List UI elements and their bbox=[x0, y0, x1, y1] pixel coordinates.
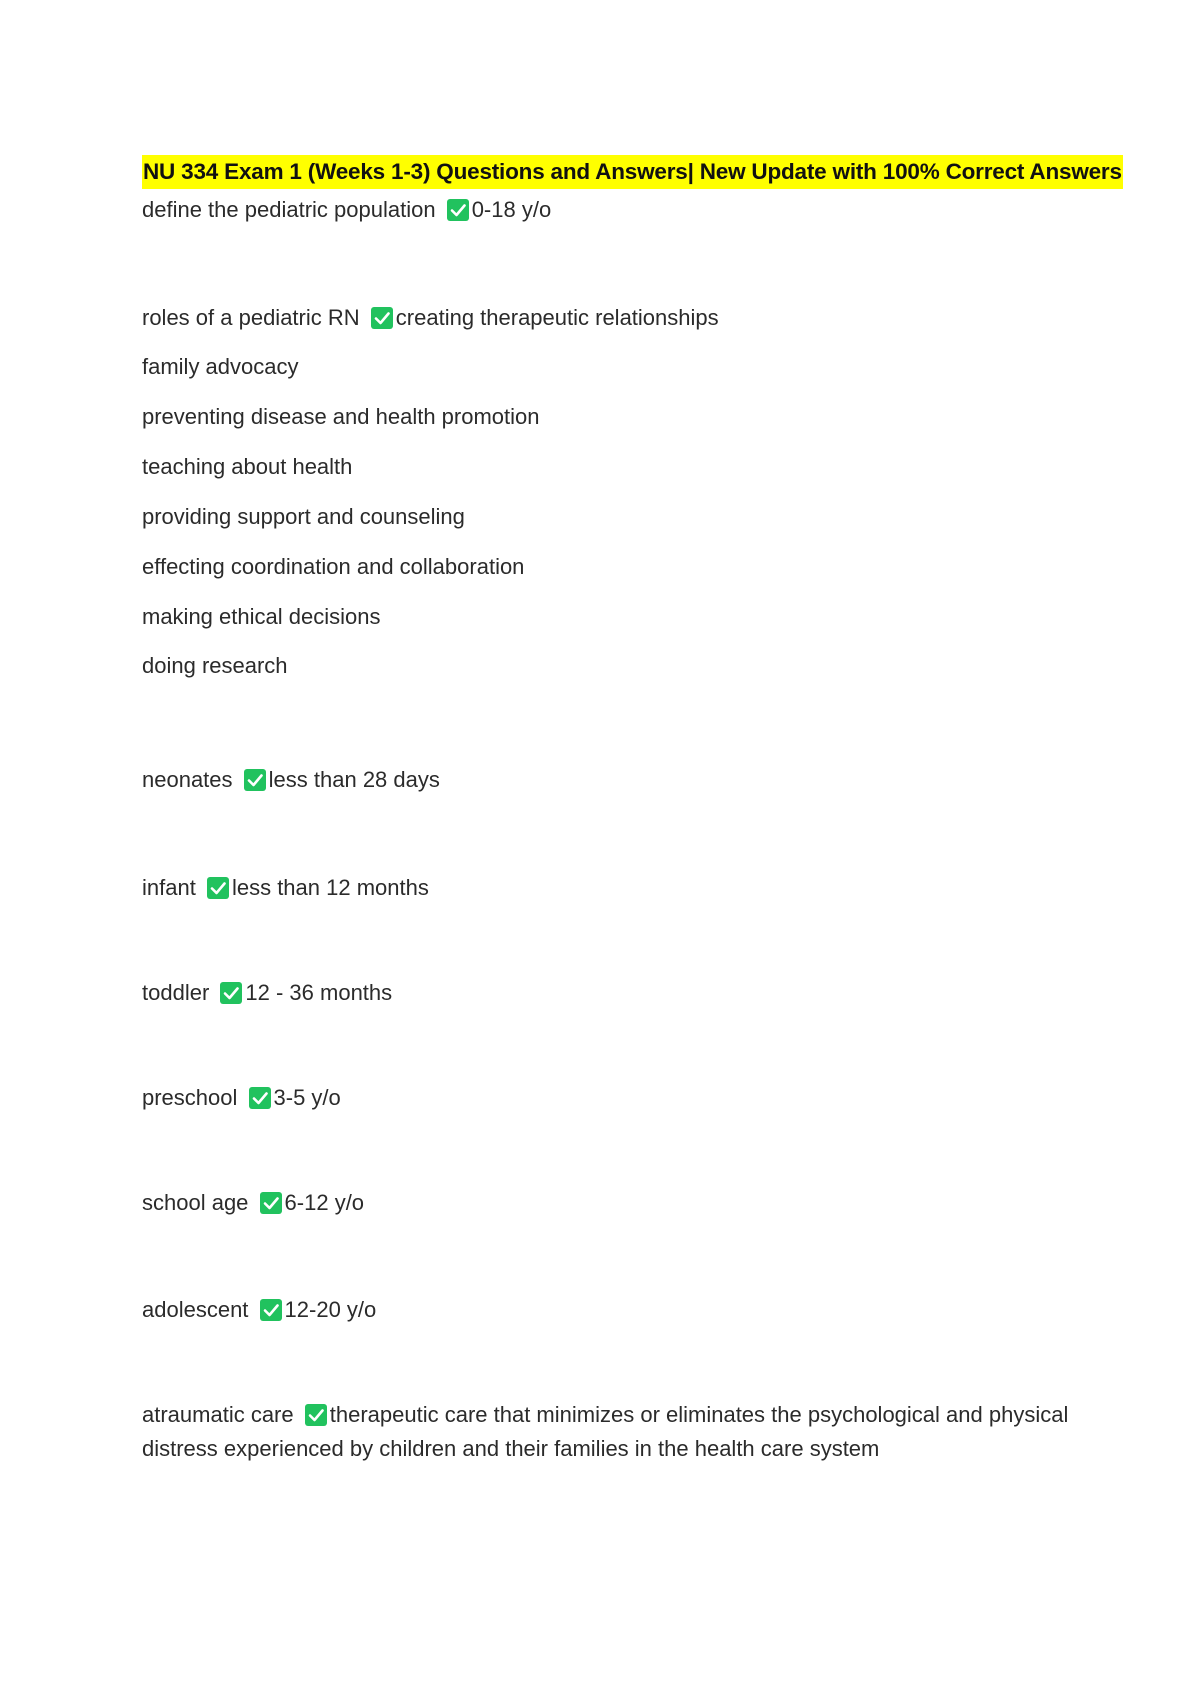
answer: therapeutic care that minimizes or eliminates the psychological and physical distress experienced by children and their families in the health care system bbox=[142, 1402, 1069, 1461]
check-mark-icon bbox=[260, 1192, 282, 1214]
check-mark-icon bbox=[371, 307, 393, 329]
answer: 12 - 36 months bbox=[245, 980, 393, 1005]
term: school age bbox=[142, 1190, 249, 1215]
qa-card bbox=[142, 1293, 376, 1327]
document-title: NU 334 Exam 1 (Weeks 1-3) Questions and Answers| New Update with 100% Correct Answers bbox=[142, 155, 1123, 189]
answer-continuation: making ethical decisions bbox=[142, 604, 381, 629]
answer: creating therapeutic relationships bbox=[395, 305, 719, 330]
qa-card bbox=[142, 976, 392, 1010]
answer: less than 12 months bbox=[231, 875, 429, 900]
term: neonates bbox=[142, 767, 233, 792]
answer-continuation: teaching about health bbox=[142, 454, 353, 479]
check-mark-icon bbox=[220, 982, 242, 1004]
check-mark-icon bbox=[249, 1087, 271, 1109]
term: toddler bbox=[142, 980, 210, 1005]
qa-card bbox=[142, 763, 440, 797]
check-mark-icon bbox=[305, 1404, 327, 1426]
qa-card bbox=[142, 301, 719, 683]
qa-card bbox=[142, 1398, 1072, 1466]
check-mark-icon bbox=[207, 877, 229, 899]
check-mark-icon bbox=[447, 199, 469, 221]
qa-card bbox=[142, 871, 429, 905]
check-mark-icon bbox=[260, 1299, 282, 1321]
answer: 0-18 y/o bbox=[471, 197, 552, 222]
qa-card bbox=[142, 1081, 341, 1115]
qa-card bbox=[142, 1186, 364, 1220]
answer-continuation: family advocacy bbox=[142, 354, 299, 379]
answer: 6-12 y/o bbox=[284, 1190, 365, 1215]
term: adolescent bbox=[142, 1297, 249, 1322]
qa-line bbox=[142, 301, 719, 335]
answer: less than 28 days bbox=[268, 767, 440, 792]
answer: 12-20 y/o bbox=[284, 1297, 377, 1322]
qa-card bbox=[142, 193, 551, 227]
term: roles of a pediatric RN bbox=[142, 305, 360, 330]
answer-continuation: providing support and counseling bbox=[142, 504, 465, 529]
term: preschool bbox=[142, 1085, 238, 1110]
answer-continuation: effecting coordination and collaboration bbox=[142, 554, 525, 579]
answer-continuation: doing research bbox=[142, 653, 288, 678]
check-mark-icon bbox=[244, 769, 266, 791]
term: infant bbox=[142, 875, 196, 900]
answer: 3-5 y/o bbox=[273, 1085, 341, 1110]
document-page bbox=[142, 155, 1122, 1461]
term: define the pediatric population bbox=[142, 197, 436, 222]
answer-continuation: preventing disease and health promotion bbox=[142, 404, 540, 429]
term: atraumatic care bbox=[142, 1402, 294, 1427]
